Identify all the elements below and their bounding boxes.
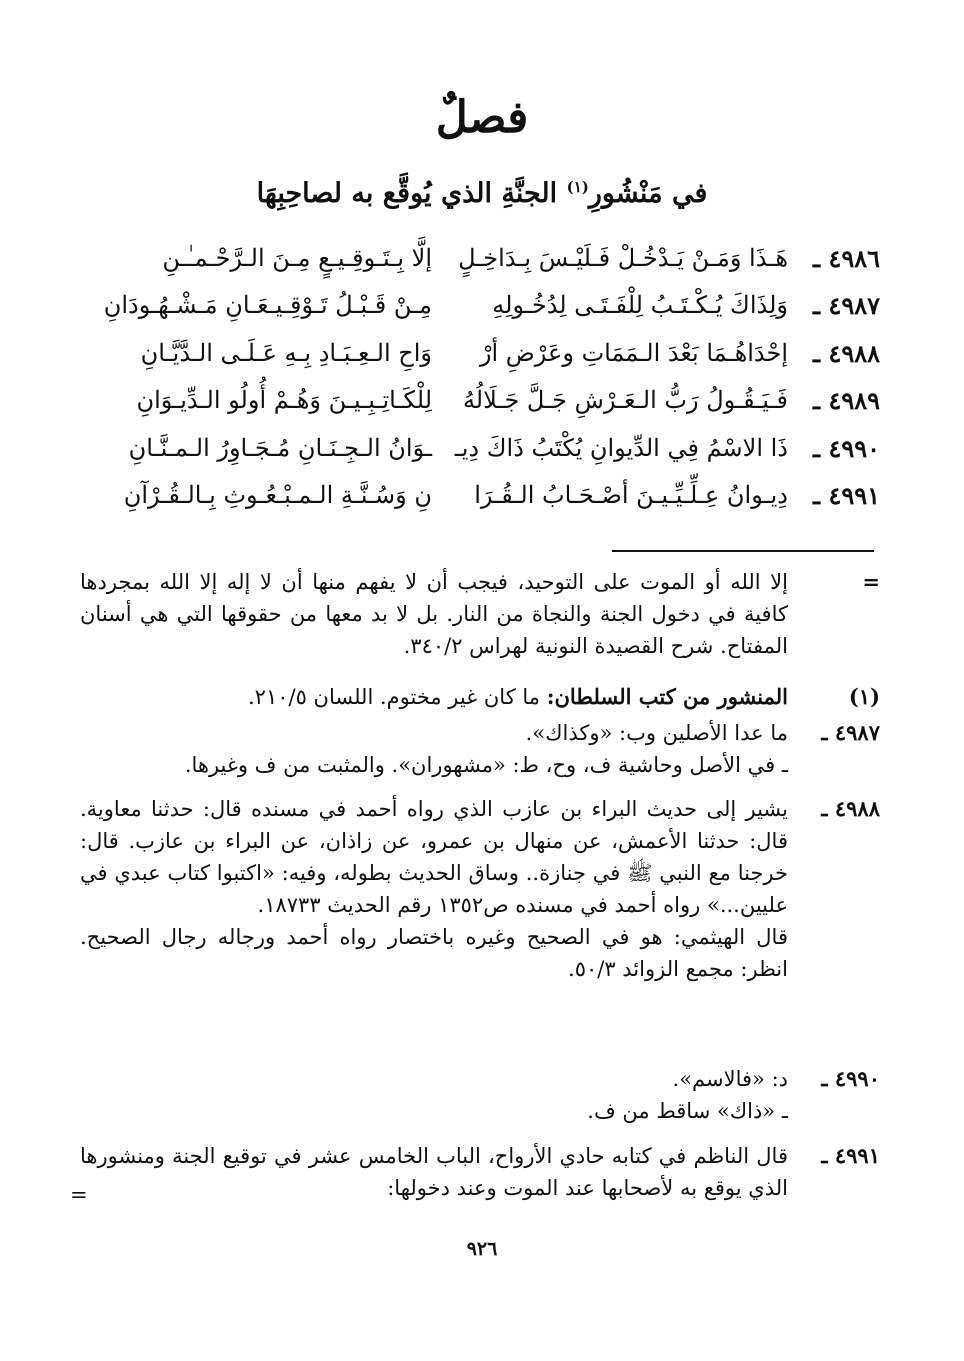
- footnote-label: ٤٩٨٨ ـ: [821, 796, 880, 821]
- verse-second-hemistich: ـوَانُ الـجِـنَـانِ مُـجَـاوِرُ الـمـنَّـانِ: [128, 434, 432, 462]
- footnote-text: قال الناظم في كتابه حادي الأرواح، الباب الخامس عشر في توقيع الجنة ومنشورها الذي يوقع به لأصحابها عند الموت وعند دخولها:: [80, 1144, 788, 1200]
- verse-second-hemistich: لِلْكَـاتِـبِـيـنَ وَهُـمْ أُولُو الـدِّيـوَانِ: [136, 386, 432, 414]
- footnote-text: ـ «ذاك» ساقط من ف.: [587, 1099, 788, 1123]
- footnote-label: =: [862, 569, 880, 594]
- footnote-bold-lead: المنشور من كتب السلطان:: [546, 684, 788, 709]
- footnote-ref: (١): [566, 178, 589, 196]
- footnote: [80, 717, 880, 781]
- verse-second-hemistich: نِ وَسُـنَّـةِ الـمـبْـعُـوثِ بِـالـقُـرْآنِ: [123, 481, 432, 509]
- verse-number: ٤٩٨٦ ـ: [813, 244, 880, 273]
- footnote: [80, 681, 880, 713]
- footnote-text: إلا الله أو الموت على التوحيد، فيجب أن لا يفهم منها أن لا إله إلا الله بمجردها كافية في دخول الجنة والنجاة من النار. بل لا بد معها من حقوقها التي هي أسنان المفتاح. شرح القصيدة النونية لهراس ٣٤٠/٢.: [80, 570, 788, 658]
- footnote-body: [80, 1140, 788, 1204]
- verse-number: ٤٩٨٩ ـ: [813, 386, 880, 415]
- verse-line: [80, 291, 880, 327]
- footnote-body: [80, 717, 788, 781]
- verse-first-hemistich: إحْدَاهُـمَا بَعْدَ الـمَمَاتِ وعَرْضِ أرْ: [479, 339, 788, 367]
- footnote-label: ٤٩٩٠ ـ: [821, 1066, 880, 1091]
- footnote-text: يشير إلى حديث البراء بن عازب الذي رواه أحمد في مسنده قال: حدثنا معاوية. قال: حدثنا الأعمش، عن منهال بن عمرو، عن زاذان، عن البراء بن عازب. قال: خرجنا مع النبي ﷺ في جنازة.. وساق الحديث بطوله، وفيه: «اكتبوا كتاب عبدي في عليين...» رواه أحمد في مسنده ص١٣٥٢ رقم الحديث ١٨٧٣٣.: [80, 797, 788, 917]
- page-number: ٩٢٦: [466, 1238, 498, 1260]
- footnote: [80, 566, 880, 662]
- footnote-text: ـ في الأصل وحاشية ف، وح، ط: «مشهوران». والمثبت من ف وغيرها.: [184, 753, 788, 777]
- verse-line: [80, 244, 880, 280]
- verse-number: ٤٩٨٨ ـ: [813, 339, 880, 368]
- footnote: [80, 793, 880, 985]
- footnote: [80, 1063, 880, 1127]
- verse-first-hemistich: ذَا الاسْمُ فِي الدِّيوانِ يُكْتَبُ ذَاكَ دِيـ: [454, 434, 788, 462]
- verse-first-hemistich: هَـذَا وَمَـنْ يَـدْخُـلْ فَـلَيْـسَ بِـدَاخِـلٍ: [458, 244, 788, 272]
- verse-line: [80, 434, 880, 470]
- footnote-text: ما عدا الأصلين وب: «وكذاك».: [525, 721, 788, 745]
- verse-first-hemistich: دِيـوانُ عِـلِّـيِّـيـنَ أصْـحَـابُ الـقُـرَا: [474, 481, 788, 509]
- footnote-separator: [612, 550, 874, 552]
- verse-number: ٤٩٨٧ ـ: [813, 291, 880, 320]
- footnote-rest: ما كان غير مختوم. اللسان ٢١٠/٥.: [247, 685, 547, 709]
- footnote-text: [80, 681, 788, 713]
- footnote-body: [80, 793, 788, 985]
- verse-first-hemistich: فَـيَـقُـولُ رَبُّ الـعَـرْشِ جَـلَّ جَـلَالُهُ: [462, 386, 788, 414]
- continuation-mark: =: [70, 1183, 88, 1207]
- footnote-body: [80, 1063, 788, 1127]
- footnote-label: ٤٩٩١ ـ: [821, 1143, 880, 1168]
- verse-second-hemistich: مِـنْ قَـبْـلُ تَـوْقِـيـعَـانِ مَـشْـهُـودَانِ: [103, 291, 432, 319]
- subheading-post: الجنَّةِ الذي يُوقَّع به لصاحِبِهَا: [256, 178, 558, 209]
- verse-second-hemistich: وَاحِ الـعِـبَـادِ بِـهِ عَـلَـى الـدَّيَّـانِ: [140, 339, 432, 367]
- verse-first-hemistich: وَلِذَاكَ يُـكْـتَـبُ لِلْفَـتَـى لِدُخُـولِهِ: [492, 291, 788, 319]
- subheading-pre: في مَنْشُورِ: [588, 178, 708, 209]
- footnote-body: [80, 681, 788, 713]
- section-heading: فصلٌ: [435, 92, 529, 143]
- verse-number: ٤٩٩٠ ـ: [813, 434, 880, 463]
- verse-line: [80, 339, 880, 375]
- footnote: [80, 1140, 880, 1204]
- verse-line: [80, 481, 880, 517]
- section-subheading: [120, 178, 844, 209]
- footnote-text: قال الهيثمي: هو في الصحيح وغيره باختصار رواه أحمد ورجاله رجال الصحيح. انظر: مجمع الزوائد ٥٠/٣.: [80, 925, 788, 981]
- footnote-text: د: «فالاسم».: [672, 1067, 788, 1091]
- verse-number: ٤٩٩١ ـ: [813, 481, 880, 510]
- verse-line: [80, 386, 880, 422]
- verse-second-hemistich: إلَّا بِـتَـوقِـيـعٍ مِـنَ الـرَّحْـمـٰـنِ: [162, 244, 432, 272]
- footnote-label: (١): [848, 684, 880, 709]
- footnote-body: [80, 566, 788, 662]
- footnote-label: ٤٩٨٧ ـ: [821, 720, 880, 745]
